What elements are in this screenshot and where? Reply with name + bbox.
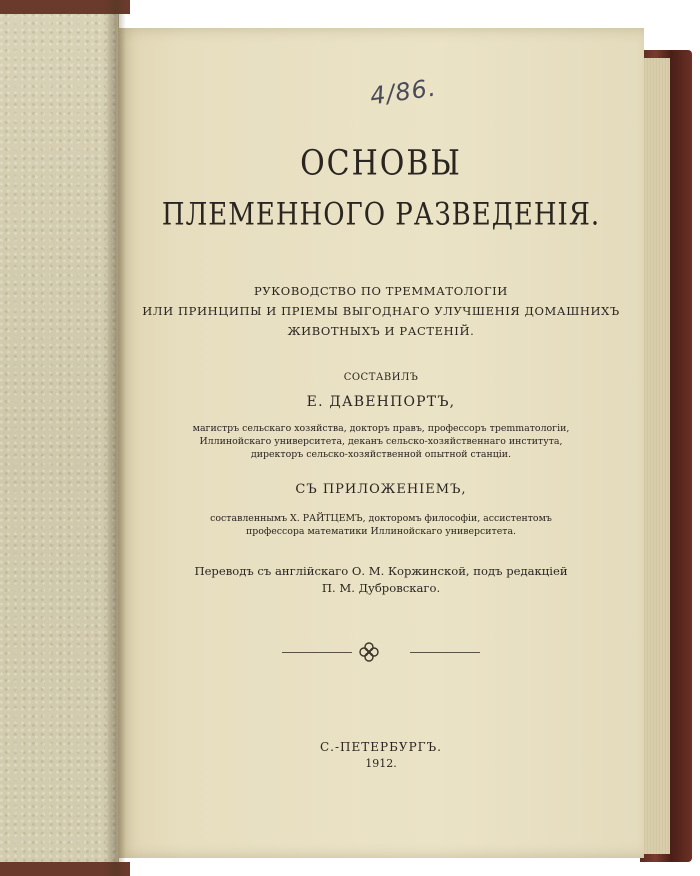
- imprint-city: С.-ПЕТЕРБУРГЪ.: [320, 740, 442, 754]
- translation-line-1: Переводъ съ англійскаго О. М. Коржинской, подъ редакціей: [194, 564, 568, 578]
- appendix-details-2: профессора математики Иллинойскаго университета.: [245, 526, 517, 537]
- author-credentials-3: директоръ сельско-хозяйственной опытной станціи.: [250, 449, 512, 460]
- author-name: Е. ДАВЕНПОРТЪ,: [306, 394, 456, 410]
- left-endpaper: [0, 0, 119, 876]
- author-credentials-1: магистръ сельскаго хозяйства, докторъ правъ, профессоръ трemmатологіи,: [192, 423, 570, 434]
- page-gutter-shadow: [104, 0, 126, 876]
- title-line-2: ПЛЕМЕННОГО РАЗВЕДЕНІЯ.: [161, 197, 601, 233]
- page-edges: [640, 58, 670, 854]
- author-credentials-2: Иллинойскаго университета, деканъ сельско-хозяйственнаго института,: [199, 436, 563, 447]
- handwritten-note: 4/86.: [368, 73, 439, 111]
- subtitle-line-2: ИЛИ ПРИНЦИПЫ И ПРІЕМЫ ВЫГОДНАГО УЛУЧШЕНІЯ ДОМАШНИХЪ: [142, 304, 620, 318]
- title-line-1: ОСНОВЫ: [300, 143, 462, 184]
- title-page: [118, 28, 644, 858]
- floral-ornament-icon: [354, 638, 384, 666]
- compiled-by: СОСТАВИЛЪ: [343, 372, 419, 383]
- divider-right: [410, 652, 480, 653]
- appendix-details-1: составленнымъ Х. РАЙТЦЕМЪ, докторомъ философіи, ассистентомъ: [210, 513, 552, 524]
- translation-line-2: П. М. Дубровскаго.: [321, 581, 441, 595]
- imprint-year: 1912.: [365, 757, 397, 770]
- subtitle-line-3: ЖИВОТНЫХЪ И РАСТЕНІЙ.: [287, 324, 475, 338]
- translation-credit: [118, 563, 644, 597]
- appendix-heading: СЪ ПРИЛОЖЕНІЕМЪ,: [295, 482, 467, 497]
- subtitle-line-1: РУКОВОДСТВО ПО ТРЕММАТОЛОГІИ: [254, 284, 508, 298]
- divider-left: [282, 652, 352, 653]
